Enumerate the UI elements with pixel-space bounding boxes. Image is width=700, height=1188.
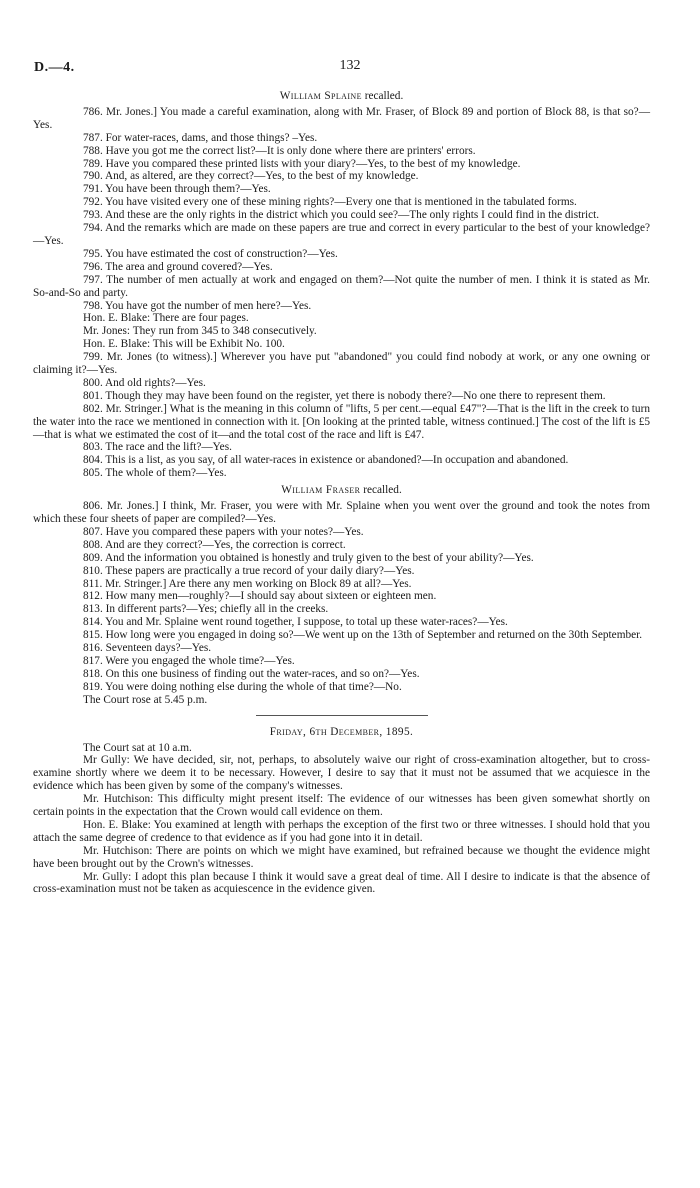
witness-name: William Splaine xyxy=(279,90,362,102)
paragraph: 819. You were doing nothing else during the whole of that time?—No. xyxy=(83,680,402,693)
paragraph: 812. How many men—roughly?—I should say about sixteen or eighteen men. xyxy=(83,590,437,603)
paragraph: 808. And are they correct?—Yes, the correction is correct. xyxy=(83,538,346,551)
paragraph: 813. In different parts?—Yes; chiefly all in the creeks. xyxy=(83,603,329,616)
paragraph: Mr. Hutchison: This difficulty might present itself: The evidence of our witnesses has been given somewhat shortly on certain points in the expectation that the Crown would call evidence on them. xyxy=(33,793,650,819)
paragraph: 797. The number of men actually at work and engaged on them?—Not quite the number of men. I think it is stated as Mr. So-and-So and party. xyxy=(33,273,650,299)
paragraph: 788. Have you got me the correct list?—It is only done where there are printers' errors. xyxy=(83,144,476,157)
paragraph: 792. You have visited every one of these mining rights?—Every one that is mentioned in the tabulated forms. xyxy=(83,196,577,209)
paragraph: 817. Were you engaged the whole time?—Yes. xyxy=(83,654,295,667)
paragraph: 786. Mr. Jones.] You made a careful examination, along with Mr. Fraser, of Block 89 and portion of Block 88, is that so?—Yes. xyxy=(33,105,650,131)
paragraph: 793. And these are the only rights in the district which you could see?—The only rights I could find in the district. xyxy=(83,209,600,222)
paragraph: Mr. Hutchison: There are points on which we might have examined, but refrained because we thought the evidence might have been brought out by the Crown's witnesses. xyxy=(33,844,650,870)
witness-heading-suffix: recalled. xyxy=(361,90,404,102)
paragraph: 789. Have you compared these printed lists with your diary?—Yes, to the best of my knowledge. xyxy=(83,157,521,170)
paragraph: 804. This is a list, as you say, of all water-races in existence or abandoned?—In occupation and abandoned. xyxy=(83,454,569,467)
witness-heading-fraser xyxy=(33,484,650,500)
paragraph: 790. And, as altered, are they correct?—Yes, to the best of my knowledge. xyxy=(83,170,419,183)
paragraph: 810. These papers are practically a true record of your daily diary?—Yes. xyxy=(83,564,415,577)
paragraph: 807. Have you compared these papers with your notes?—Yes. xyxy=(83,525,364,538)
paragraph: Hon. E. Blake: There are four pages. xyxy=(83,312,249,325)
paragraph: 799. Mr. Jones (to witness).] Wherever you have put "abandoned" you could find nobody at work, or any one owning or claiming it?—Yes. xyxy=(33,351,650,377)
date-heading: Friday, 6th December, 1895. xyxy=(269,725,414,738)
paragraph: 800. And old rights?—Yes. xyxy=(83,376,206,389)
witness-heading-splaine xyxy=(33,90,650,106)
paragraph: 794. And the remarks which are made on these papers are true and correct in every particular to the best of your knowledge?—Yes. xyxy=(33,222,650,247)
paragraph: Mr. Gully: I adopt this plan because I think it would save a great deal of time. All I desire to indicate is that the absence of cross-examination must not be taken as acquiescence in the evidence given. xyxy=(33,870,650,896)
section-code: D.—4. xyxy=(34,60,75,75)
paragraph: Mr Gully: We have decided, sir, not, perhaps, to absolutely waive our right of cross-examination altogether, but to cross-examine shortly where we deem it to be necessary. However, I desire to say that it must not be assumed that we acquiesce in the evidence which has been given by some of the company's witnesses. xyxy=(33,754,650,793)
paragraph: Mr. Jones: They run from 345 to 348 consecutively. xyxy=(83,325,317,338)
paragraph: 815. How long were you engaged in doing so?—We went up on the 13th of September and returned on the 30th September. xyxy=(83,629,643,642)
testimony-fraser xyxy=(33,500,650,707)
paragraph: 816. Seventeen days?—Yes. xyxy=(83,642,212,655)
section-divider xyxy=(256,715,428,716)
witness-heading-suffix: recalled. xyxy=(360,484,402,497)
paragraph: 787. For water-races, dams, and those things? –Yes. xyxy=(83,131,318,144)
paragraph: The Court sat at 10 a.m. xyxy=(83,741,192,754)
paragraph: 791. You have been through them?—Yes. xyxy=(83,183,271,196)
testimony-splaine xyxy=(33,106,650,480)
paragraph: 798. You have got the number of men here?—Yes. xyxy=(83,299,312,312)
paragraph: 795. You have estimated the cost of construction?—Yes. xyxy=(83,247,338,260)
page-number: 132 xyxy=(339,58,361,73)
paragraph: 814. You and Mr. Splaine went round together, I suppose, to total up these water-races?—Yes. xyxy=(83,616,508,629)
paragraph: 811. Mr. Stringer.] Are there any men working on Block 89 at all?—Yes. xyxy=(83,577,412,590)
court-proceedings xyxy=(33,742,650,897)
paragraph: 818. On this one business of finding out the water-races, and so on?—Yes. xyxy=(83,667,420,680)
paragraph: 803. The race and the lift?—Yes. xyxy=(83,441,232,454)
paragraph: 806. Mr. Jones.] I think, Mr. Fraser, you were with Mr. Splaine when you went over the ground and took the notes from which these four sheets of paper are compiled?—Yes. xyxy=(33,500,650,525)
paragraph: 796. The area and ground covered?—Yes. xyxy=(83,260,273,273)
paragraph: 802. Mr. Stringer.] What is the meaning in this column of "lifts, 5 per cent.—equal £47"?—That is the lift in the creek to turn the water into the race we mentioned in connection with it. [On looking at the printed table, witness continued.] The cost of the lift is £5—that is what we estimated the cost of it—and the total cost of the race and lift is £47. xyxy=(33,402,650,441)
witness-name: William Fraser xyxy=(281,484,361,497)
document-body xyxy=(33,90,650,896)
paragraph: 801. Though they may have been found on the register, yet there is nobody there?—No one there to represent them. xyxy=(83,389,606,402)
paragraph: 805. The whole of them?—Yes. xyxy=(83,467,227,480)
paragraph: Hon. E. Blake: You examined at length with perhaps the exception of the first two or three witnesses. I should hold that you attach the same degree of credence to that evidence as if you had gone into it in detail. xyxy=(33,818,650,844)
paragraph: 809. And the information you obtained is honestly and truly given to the best of your ability?—Yes. xyxy=(83,551,534,564)
paragraph: The Court rose at 5.45 p.m. xyxy=(83,693,208,706)
paragraph: Hon. E. Blake: This will be Exhibit No. 100. xyxy=(83,338,285,351)
